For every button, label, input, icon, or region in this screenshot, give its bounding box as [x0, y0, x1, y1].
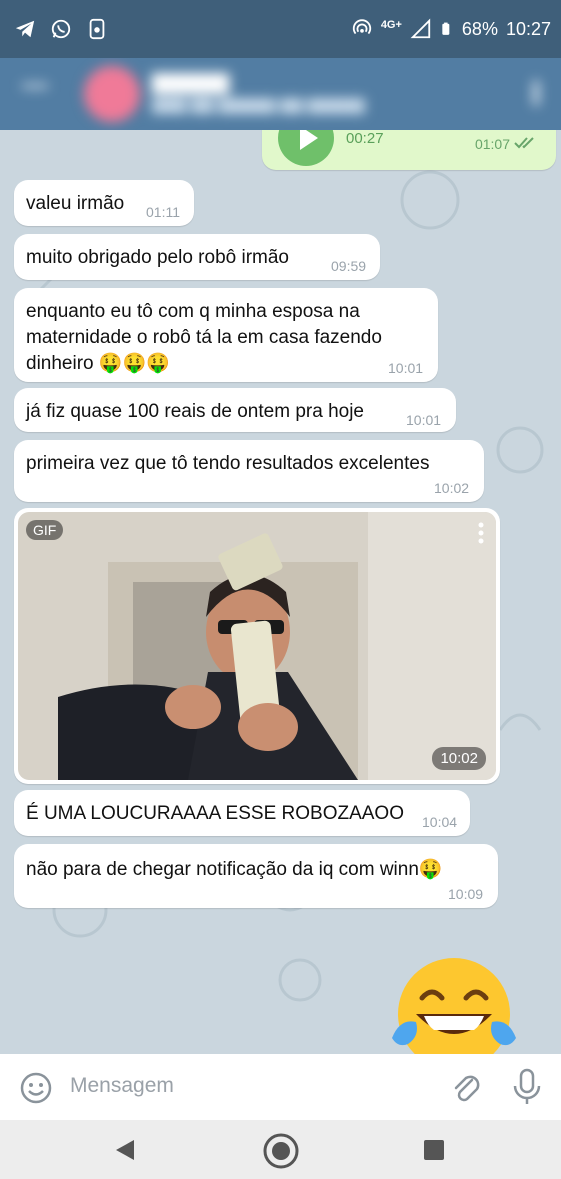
more-menu-icon[interactable] [533, 80, 539, 106]
nav-back-icon[interactable] [114, 1138, 136, 1162]
message-text: enquanto eu tô com q minha esposa na [26, 301, 360, 322]
microphone-icon[interactable] [512, 1068, 542, 1106]
status-bar [0, 0, 561, 58]
battery-percent: 68% [461, 18, 498, 39]
attach-icon[interactable] [450, 1070, 482, 1104]
message-text: já fiz quase 100 reais de ontem pra hoje [26, 401, 364, 422]
message-text: não para de chegar notificação da iq com winn🤑 [26, 859, 443, 880]
last-seen-blurred: ▇▇▇ ▇▇ ▇▇▇▇▇ ▇▇ ▇▇▇▇▇ [152, 97, 365, 114]
network-type: 4G+ [380, 19, 402, 31]
message-time: 10:01 [388, 360, 424, 376]
clock: 10:27 [505, 18, 551, 39]
message-text: primeira vez que tô tendo resultados excelentes [26, 453, 430, 474]
message-bubble[interactable] [14, 388, 456, 432]
message-bubble[interactable] [14, 234, 380, 280]
voice-duration: 00:27 [346, 130, 384, 147]
sim-app-icon [86, 18, 108, 40]
message-text: valeu irmão [26, 193, 125, 214]
signal-icon [410, 18, 432, 40]
message-time: 10:02 [434, 480, 470, 496]
play-icon[interactable] [278, 130, 334, 166]
gif-message[interactable] [14, 508, 500, 784]
nav-recent-apps-icon[interactable] [424, 1140, 444, 1160]
message-text: muito obrigado pelo robô irmão [26, 247, 289, 268]
laughing-emoji-icon[interactable] [386, 952, 522, 1054]
message-text: É UMA LOUCURAAAA ESSE ROBOZAAOO [26, 803, 404, 824]
message-time: 01:07 [474, 136, 510, 152]
message-bubble[interactable] [14, 790, 470, 836]
message-bubble[interactable] [14, 180, 194, 226]
system-navigation-bar [0, 1120, 561, 1179]
more-vertical-icon[interactable] [478, 522, 484, 544]
gif-badge: GIF [26, 520, 63, 540]
gif-illustration [18, 512, 496, 780]
message-time: 10:04 [422, 814, 458, 830]
voice-message[interactable] [262, 130, 556, 170]
emoji-icon[interactable] [20, 1072, 52, 1104]
message-text: maternidade o robô tá la em casa fazendo [26, 327, 382, 348]
message-text: dinheiro 🤑🤑🤑 [26, 353, 170, 374]
message-input[interactable]: Mensagem [70, 1074, 174, 1097]
chat-header[interactable] [0, 58, 561, 130]
message-bubble[interactable] [14, 288, 438, 382]
message-time: 01:11 [146, 204, 180, 220]
nav-home-icon[interactable] [262, 1132, 300, 1170]
telegram-icon [14, 18, 36, 40]
message-time: 10:01 [406, 412, 442, 428]
chat-area[interactable] [0, 130, 561, 1054]
message-bubble[interactable] [14, 844, 498, 908]
double-check-icon [514, 136, 540, 150]
message-time: 10:02 [432, 747, 486, 770]
back-arrow-icon[interactable] [22, 84, 48, 88]
hotspot-icon [351, 18, 373, 40]
battery-icon [440, 18, 454, 40]
message-time: 10:09 [448, 886, 484, 902]
contact-name-blurred: ▇▇▇▇▇ [152, 72, 229, 94]
avatar[interactable] [84, 66, 140, 122]
whatsapp-icon [50, 18, 72, 40]
message-time: 09:59 [331, 258, 367, 274]
message-bubble[interactable] [14, 440, 484, 502]
message-composer [0, 1054, 561, 1120]
gif-image[interactable] [18, 512, 496, 780]
